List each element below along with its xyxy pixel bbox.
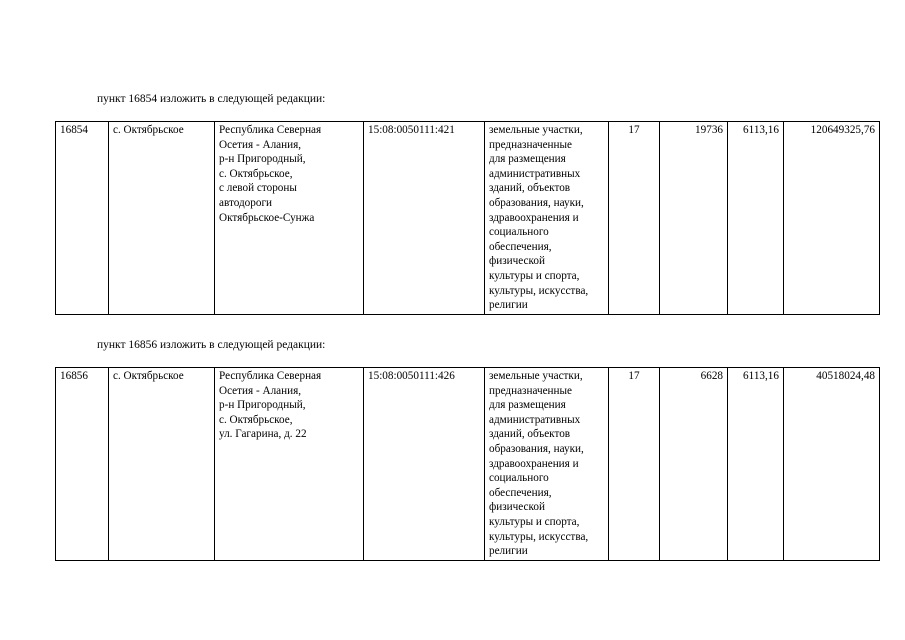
address-line: Осетия - Алания, xyxy=(219,384,302,397)
purpose-line: здравоохранения и xyxy=(489,457,579,470)
cell-address xyxy=(215,122,364,315)
purpose-line: для размещения xyxy=(489,153,566,166)
purpose-line: образования, науки, xyxy=(489,442,584,455)
cell-value: 120649325,76 xyxy=(784,122,880,315)
purpose-line: земельные участки, xyxy=(489,124,583,136)
address-line: р-н Пригородный, xyxy=(219,153,306,166)
purpose-line: культуры и спорта, xyxy=(489,515,580,528)
address-line: Республика Северная xyxy=(219,124,322,136)
cell-address xyxy=(215,368,364,561)
address-line: с левой стороны xyxy=(219,182,297,195)
table-row xyxy=(56,368,880,561)
purpose-line: образования, науки, xyxy=(489,196,584,209)
purpose-line: зданий, объектов xyxy=(489,182,571,195)
cell-purpose xyxy=(485,368,609,561)
purpose-line: предназначенные xyxy=(489,384,573,397)
purpose-line: социального xyxy=(489,226,549,239)
purpose-line: культуры и спорта, xyxy=(489,269,580,282)
cell-purpose xyxy=(485,122,609,315)
purpose-line: религии xyxy=(489,299,528,312)
purpose-line: земельные участки, xyxy=(489,370,583,382)
table-row xyxy=(56,122,880,315)
cell-area: 19736 xyxy=(660,122,728,315)
cell-code: 17 xyxy=(609,122,660,315)
purpose-line: социального xyxy=(489,472,549,485)
purpose-line: административных xyxy=(489,167,581,180)
cell-cadastral-number: 15:08:0050111:426 xyxy=(364,368,485,561)
address-line: автодороги xyxy=(219,196,273,209)
purpose-line: административных xyxy=(489,413,581,426)
cell-rate: 6113,16 xyxy=(728,368,784,561)
purpose-line: культуры, искусства, xyxy=(489,530,589,543)
section-intro-16854: пункт 16854 изложить в следующей редакции: xyxy=(97,93,326,105)
cell-cadastral-number: 15:08:0050111:421 xyxy=(364,122,485,315)
record-table-16856 xyxy=(55,367,880,561)
purpose-line: физической xyxy=(489,501,545,514)
address-line: ул. Гагарина, д. 22 xyxy=(219,428,307,441)
purpose-line: культуры, искусства, xyxy=(489,284,589,297)
address-line: с. Октябрьское, xyxy=(219,413,293,426)
cell-number: 16854 xyxy=(56,122,109,315)
address-line: с. Октябрьское, xyxy=(219,167,293,180)
purpose-line: для размещения xyxy=(489,399,566,412)
purpose-line: зданий, объектов xyxy=(489,428,571,441)
purpose-line: физической xyxy=(489,255,545,268)
cell-rate: 6113,16 xyxy=(728,122,784,315)
purpose-line: здравоохранения и xyxy=(489,211,579,224)
cell-locality: с. Октябрьское xyxy=(109,368,215,561)
record-table-16854 xyxy=(55,121,880,315)
cell-locality: с. Октябрьское xyxy=(109,122,215,315)
address-line: Осетия - Алания, xyxy=(219,138,302,151)
cell-code: 17 xyxy=(609,368,660,561)
address-line: Республика Северная xyxy=(219,370,322,382)
section-intro-16856: пункт 16856 изложить в следующей редакции: xyxy=(97,339,326,351)
cell-area: 6628 xyxy=(660,368,728,561)
address-line: Октябрьское-Сунжа xyxy=(219,211,315,224)
address-line: р-н Пригородный, xyxy=(219,399,306,412)
purpose-line: обеспечения, xyxy=(489,486,552,499)
purpose-line: религии xyxy=(489,545,528,558)
cell-value: 40518024,48 xyxy=(784,368,880,561)
purpose-line: обеспечения, xyxy=(489,240,552,253)
purpose-line: предназначенные xyxy=(489,138,573,151)
cell-number: 16856 xyxy=(56,368,109,561)
